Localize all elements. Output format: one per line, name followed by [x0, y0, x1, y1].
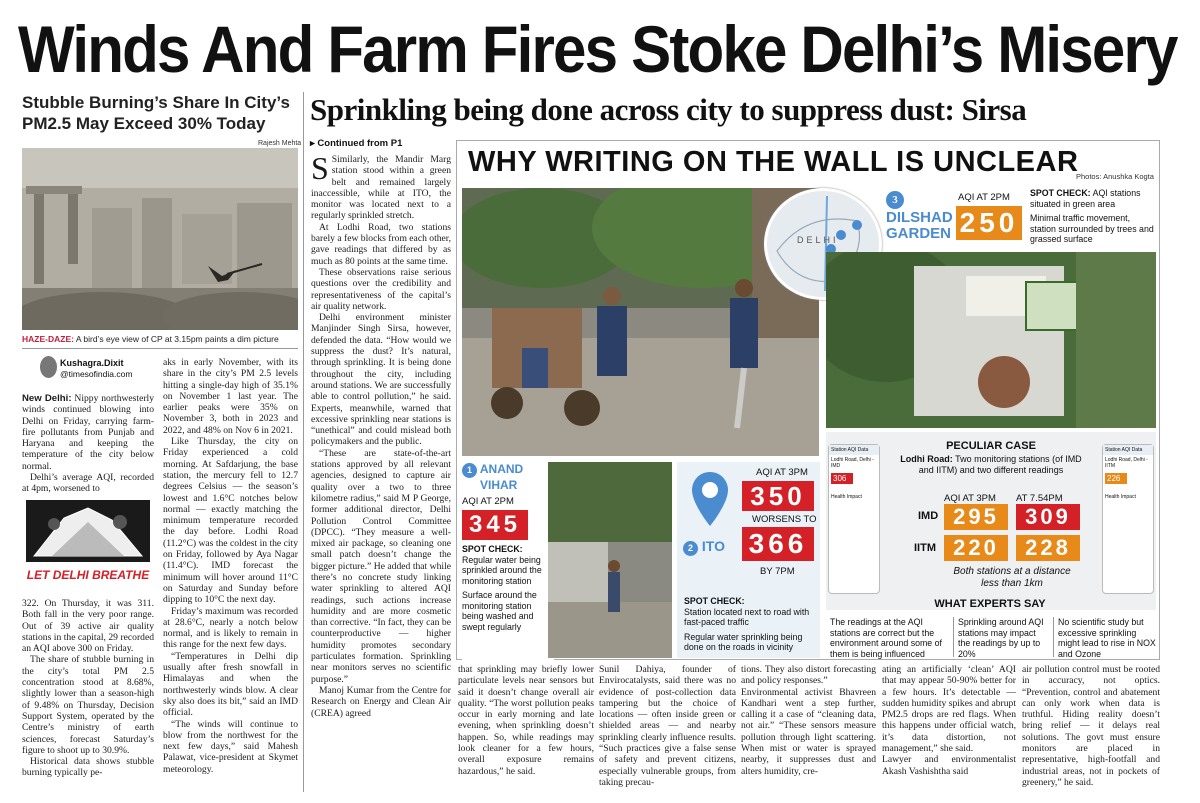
imd-label: IMD [918, 510, 939, 522]
phone-left-place: Lodhi Road, Delhi - IMD [831, 457, 874, 469]
anand-sprinkler-photo [548, 462, 672, 658]
panel-photo-credit: Photos: Anushka Kogta [1076, 172, 1154, 181]
expert-item-1: The readings at the AQI stations are correct but the environment around some of them is being influenced [830, 617, 942, 659]
panel-title: WHY WRITING ON THE WALL IS UNCLEAR [468, 146, 1079, 178]
dilshad-line2: GARDEN [886, 225, 952, 242]
expert-divider [1053, 617, 1054, 657]
phone-left [828, 444, 880, 594]
col3-p2: At Lodhi Road, two stations barely a few blocks from each other, gave readings that differed by as much as 80 points at the same time. [311, 221, 451, 267]
ito-worsens-label: WORSENS TO [752, 514, 817, 525]
photo-credit-left: Rajesh Mehta [258, 140, 302, 147]
ito-spot-label: SPOT CHECK: [684, 596, 745, 606]
byline-avatar [40, 356, 57, 378]
dateline: New Delhi: [22, 393, 72, 404]
bottom-col-2: Sunil Dahiya, founder of Envirocatalysts, said there was no evidence of post-collection data tampering but the choice of locations — often inside green or shielded areas — and nearby sprinkling clearly influence results. “Such practices give a false sense of safety and prevent citizens, especially vulnerable groups, from taking precau- [599, 664, 736, 788]
phone-right [1102, 444, 1154, 594]
col2-p5: “The winds will continue to blow from the northwest for the next few days,” said Mahesh Palawat, vice-president at Skymet meteorology. [163, 718, 298, 775]
bottom-col-1: that sprinkling may briefly lower particulate levels near sensors but said it doesn’t change overall air quality. “The worst pollution peaks occur in early morning and late evening, when sprinkling doesn’t happen. So, while readings may look cleaner for a few hours, overall exposure remains hazardous,” he said. [458, 664, 594, 777]
peculiar-lead: Lodhi Road: [900, 454, 953, 464]
col3-p5: “These are state-of-the-art stations approved by all relevant agencies, designed to capture air quality over a two to three kilometre radius,” said M P George, former additional director, Delhi Pollution Control Committee (DPCC). “They measure a well-mixed air package, so cleaning one small patch doesn’t change the bigger picture.” He added that while there’s no concrete study linking water sprinkling to altered AQI readings, such actions increase humidity and are more cosmetic than corrective. “In fact, they can be counterproductive — higher humidity promotes secondary particulates formation. Sprinkling near monitors serves no scientific purpose.” [311, 447, 451, 685]
ito-by-label: BY 7PM [760, 566, 795, 577]
haze-photo [22, 148, 298, 330]
article-col1-top [22, 393, 154, 495]
water-sprinkler-image [548, 462, 672, 658]
expert-item-3: No scientific study but excessive sprinkling might lead to rise in NOX and Ozone [1058, 617, 1156, 659]
station-image [826, 252, 1156, 428]
continued-text: Continued from P1 [317, 138, 403, 149]
col1-p5: Historical data shows stubble burning typically pe- [22, 756, 154, 779]
headline: Winds And Farm Fires Stoke Delhi’s Misery [18, 12, 1177, 86]
ito-aqi-label: AQI AT 3PM [756, 467, 808, 478]
peculiar-title: PECULIAR CASE [946, 440, 1036, 452]
anand-spot-label: SPOT CHECK: [462, 544, 523, 554]
dilshad-aqi-value: 250 [956, 206, 1022, 240]
phone-right-title: Station AQI Data [1103, 445, 1153, 455]
dilshad-num [886, 190, 938, 209]
anand-num-circle: 1 [462, 463, 477, 478]
dilshad-aqi-label: AQI AT 2PM [958, 192, 1010, 203]
map-label: DELHI [797, 235, 839, 245]
experts-title: WHAT EXPERTS SAY [934, 598, 1046, 610]
ito-spot [684, 596, 818, 653]
iitm-value-1: 220 [944, 535, 1008, 561]
peculiar-note: Both stations at a distance less than 1km [953, 566, 1071, 589]
ito-aqi-value: 350 [742, 481, 814, 511]
phone-left-title: Station AQI Data [829, 445, 879, 455]
imd-value-1: 295 [944, 504, 1008, 530]
anand-spot [462, 544, 554, 632]
byline-name: Kushagra.Dixit [60, 358, 124, 368]
bottom-col-4: ating an artificially ‘clean’ AQI that may appear 50-90% better for a few hours. It’s detectable — sudden humidity spikes and abrupt PM2.5 drops are red flags. When this happens under official watch, it’s data distortion, not management,” she said. Lawyer and environmentalist Akash Vashishtha said [882, 664, 1016, 777]
location-pin-icon [690, 470, 730, 528]
continued-label: ▸ Continued from P1 [310, 138, 403, 149]
caption-text: A bird’s eye view of CP at 3.15pm paints a dim picture [75, 334, 279, 344]
subheadline-left: Stubble Burning’s Share In City’s PM2.5 May Exceed 30% Today [22, 93, 290, 133]
dropcap: S [311, 154, 329, 186]
caption-label: HAZE-DAZE: [22, 334, 74, 344]
peculiar-desc [896, 454, 1086, 475]
peculiar-col1: AQI AT 3PM [944, 493, 996, 504]
col2-p2: Like Thursday, the city on Friday experienced a cold morning. At Safdarjung, the base station, the mercury fell to 12.7 degrees Celsius — the season’s lowest and 1.6°C notches below normal — exactly matching the minimum temperature recorded the day before. Lodhi Road (11.2°C) was the coldest in the city on Friday, followed by Aya Nagar (11.4°C). IMD forecast the minimum will hover around 11°C on Saturday and Sunday before dipping to 10°C the next day. [163, 436, 298, 606]
col3-p6: Manoj Kumar from the Centre for Research on Energy and Clean Air (CREA) agreed [311, 684, 451, 719]
anand-spot-text: Regular water being sprinkled around the monitoring station [462, 554, 542, 586]
dilshad-spot-text2: Minimal traffic movement, station surrounded by trees and grassed surface [1030, 213, 1154, 244]
article-col1-bottom [22, 598, 154, 800]
article-col3 [311, 154, 451, 800]
phone-right-health: Health Impact [1105, 494, 1136, 500]
col1-p3: 322. On Thursday, it was 311. Both fall in the very poor range. Out of 39 active air quality stations in the capital, 29 recorded an AQI above 300 on Friday. [22, 598, 154, 655]
ito-num-circle: 2 [683, 541, 698, 556]
city-skyline-image [22, 148, 298, 330]
col1-p1: Nippy northwesterly winds continued blowing into Delhi on Friday, carrying farm-fire pollutants from Punjab and Haryana and keeping the temperature of the city below normal. [22, 393, 154, 472]
imd-value-2: 309 [1016, 504, 1080, 530]
phone-left-value: 306 [831, 473, 853, 484]
peculiar-col2: AT 7.54PM [1016, 493, 1063, 504]
dilshad-line1: DILSHAD [886, 209, 953, 226]
expert-item-2: Sprinkling around AQI stations may impact the readings by up to 20% [958, 617, 1044, 659]
anand-line2: VIHAR [480, 478, 518, 492]
dilshad-spot-label: SPOT CHECK: [1030, 188, 1091, 198]
bottom-col-3: tions. They also distort forecasting and policy responses.” Environmental activist Bhavreen Kandhari went a step further, calling it a case of “cleaning data, not air.” “These sensors measure pollution through light scattering. When mist or water is sprayed nearby, it suppresses dust and alters humidity, cre- [741, 664, 876, 777]
dilshad-spot-text: AQI stations situated in green area [1030, 188, 1141, 209]
iitm-label: IITM [914, 542, 936, 554]
anand-spot-text2: Surface around the monitoring station being washed and swept regularly [462, 590, 537, 632]
dilshad-num-circle: 3 [886, 191, 904, 209]
photo-caption [22, 334, 302, 344]
dilshad-title [886, 210, 953, 242]
article-col2 [163, 357, 298, 799]
divider [22, 348, 298, 349]
ito-aqi-value2: 366 [742, 527, 814, 561]
column-divider [303, 92, 304, 792]
col1-p4: The share of stubble burning in the city’s total PM 2.5 concentration stood at 8.68%, slightly lower than a season-high of 9.48% on Thursday, Decision Support System, operated by the Centre’s ministry of earth sciences, forecast Saturday’s figure to shoot up to 30.9%. [22, 654, 154, 756]
subheadline-right: Sprinkling being done across city to suppress dust: Sirsa [310, 92, 1027, 127]
slogan: LET DELHI BREATHE [26, 568, 150, 582]
dilshad-spot [1030, 188, 1156, 245]
ito-spot-text2: Regular water sprinkling being done on the roads in vicinity [684, 631, 803, 652]
col3-p3: These observations raise serious questions over the credibility and representativeness of the capital’s air quality network. [311, 266, 451, 312]
peculiar-text: Two monitoring stations (of IMD and IITM) and two different readings [918, 454, 1082, 475]
let-delhi-breathe-art [24, 498, 152, 592]
bottom-col-5: air pollution control must be rooted in accuracy, not optics. “Prevention, control and abatement can only work when data is truthful. Hiding reality doesn’t bring relief — it delays real solutions. The govt must ensure monitors are placed in representative, high-footfall and industrial areas, not in pockets of greenery,” he said. [1022, 664, 1160, 788]
ito-name: ITO [701, 538, 725, 554]
col2-p4: “Temperatures in Delhi dip usually after fresh snowfall in Himalayas and when the northwesterly winds blow. A clear sky also does its bit,” said an IMD official. [163, 650, 298, 719]
col3-p1: Similarly, the Mandir Marg station stood within a green belt and remained largely inaccessible, while at ITO, the monitor was located next to a regularly sprinkled stretch. [311, 154, 451, 222]
byline-handle: @timesofindia.com [60, 369, 133, 379]
anand-title [462, 462, 523, 492]
iitm-value-2: 228 [1016, 535, 1080, 561]
col2-p3: Friday’s maximum was recorded at 28.6°C, nearly a notch below normal, and is likely to remain in this range for the next few days. [163, 605, 298, 651]
phone-left-health: Health Impact [831, 494, 862, 500]
anand-aqi-value: 345 [462, 510, 528, 540]
ito-title [683, 538, 725, 556]
dilshad-photo [826, 252, 1156, 428]
phone-right-place: Lodhi Road, Delhi - IITM [1105, 457, 1148, 469]
phone-right-value: 226 [1105, 473, 1127, 484]
col2-p1: aks in early November, with its share in the city’s PM 2.5 levels hitting a single-day high of 35.1% on November 1 last year. The earlier peaks were 35% on November 3, both in 2023 and 2022, and 48% on Nov 6 in 2021. [163, 357, 298, 436]
expert-divider [953, 617, 954, 657]
ito-spot-text: Station located next to road with fast-paced traffic [684, 606, 810, 627]
byline [60, 358, 160, 380]
col3-p4: Delhi environment minister Manjinder Singh Sirsa, however, defended the data. “How would we suppress the dust? It’s natural, through sprinkling. It is being done throughout the city, including around stations. We are successfully able to control pollution,” he said. Experts, meanwhile, warned that excessive sprinkling near stations is “unethical” and could mislead both policymakers and the public. [311, 312, 451, 448]
col1-p2: Delhi’s average AQI, recorded at 4pm, worsened to [22, 472, 154, 495]
anand-line1: ANAND [479, 462, 524, 476]
anand-aqi-label: AQI AT 2PM [462, 496, 514, 507]
